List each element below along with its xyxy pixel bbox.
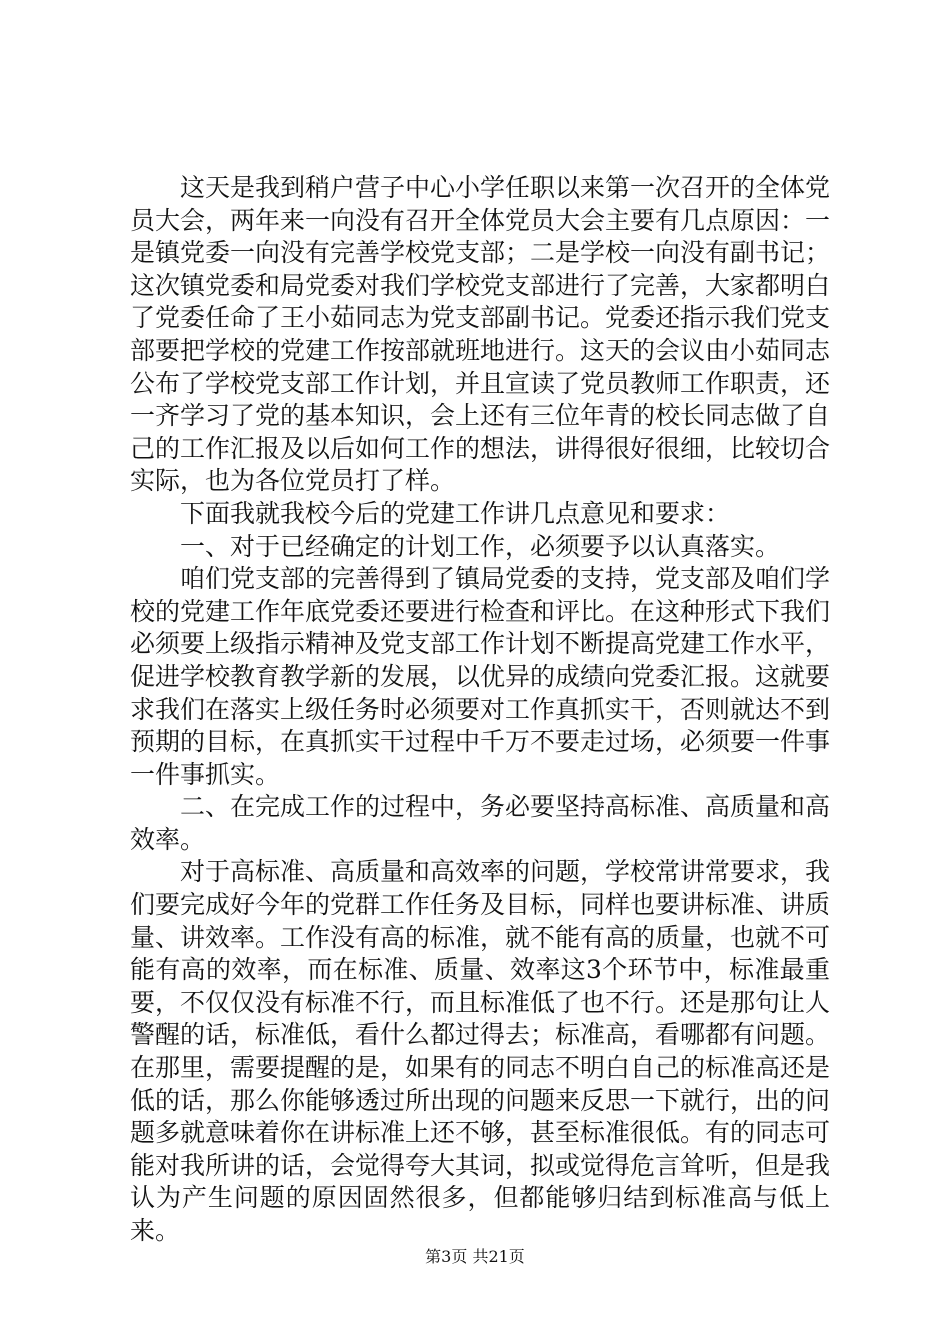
paragraph: 一、对于已经确定的计划工作，必须要予以认真落实。: [180, 531, 781, 561]
page-footer: 第3页 共21页: [425, 1247, 525, 1266]
document-body: [130, 172, 830, 1248]
paragraph: 这天是我到稍户营子中心小学任职以来第一次召开的全体党员大会，两年来一向没有召开全体党员大会主要有几点原因：一是镇党委一向没有完善学校党支部；二是学校一向没有副书记；这次镇党委和局党委对我们学校党支部进行了完善，大家都明白了党委任命了王小茹同志为党支部副书记。党委还指示我们党支部要把学校的党建工作按部就班地进行。这天的会议由小茹同志公布了学校党支部工作计划，并且宣读了党员教师工作职责，还一齐学习了党的基本知识，会上还有三位年青的校长同志做了自己的工作汇报及以后如何工作的想法，讲得很好很细，比较切合实际，也为各位党员打了样。: [130, 173, 831, 496]
paragraph: 二、在完成工作的过程中，务必要坚持高标准、高质量和高效率。: [130, 792, 831, 854]
paragraph: 咱们党支部的完善得到了镇局党委的支持，党支部及咱们学校的党建工作年底党委还要进行检查和评比。在这种形式下我们必须要上级指示精神及党支部工作计划不断提高党建工作水平，促进学校教育教学新的发展，以优异的成绩向党委汇报。这就要求我们在落实上级任务时必须要对工作真抓实干，否则就达不到预期的目标，在真抓实干过程中千万不要走过场，必须要一件事一件事抓实。: [130, 564, 831, 789]
paragraph: 对于高标准、高质量和高效率的问题，学校常讲常要求，我们要完成好今年的党群工作任务及目标，同样也要讲标准、讲质量、讲效率。工作没有高的标准，就不能有高的质量，也就不可能有高的效率，而在标准、质量、效率这3个环节中，标准最重要，不仅仅没有标准不行，而且标准低了也不行。还是那句让人警醒的话，标准低，看什么都过得去；标准高，看哪都有问题。在那里，需要提醒的是，如果有的同志不明白自己的标准高还是低的话，那么你能够透过所出现的问题来反思一下就行，出的问题多就意味着你在讲标准上还不够，甚至标准很低。有的同志可能对我所讲的话，会觉得夸大其词，拟或觉得危言耸听，但是我认为产生问题的原因固然很多，但都能够归结到标准高与低上来。: [130, 857, 831, 1245]
paragraph: 下面我就我校今后的党建工作讲几点意见和要求：: [180, 498, 731, 528]
